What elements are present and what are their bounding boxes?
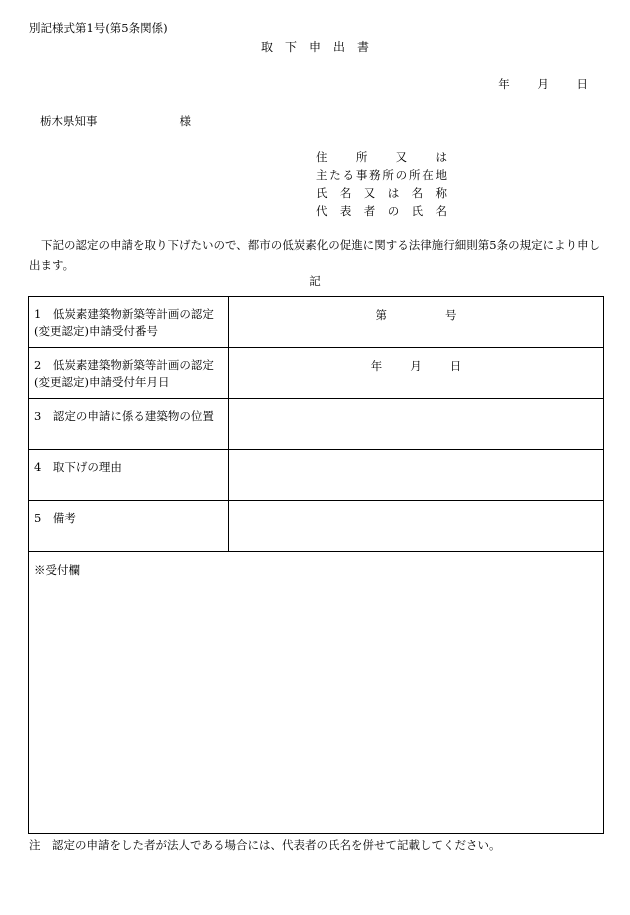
table-row-remarks <box>29 501 603 552</box>
receipt-date-field[interactable]: 年 月 日 <box>370 359 462 373</box>
row-label: 4 取下げの理由 <box>29 450 229 500</box>
table-row-withdrawal-reason <box>29 450 603 501</box>
row-label: 3 認定の申請に係る建築物の位置 <box>29 399 229 449</box>
table-row-building-location <box>29 399 603 450</box>
applicant-address-label: 住所又は <box>316 150 447 164</box>
table-row-receipt-date <box>29 348 603 399</box>
date-line <box>474 76 588 92</box>
body-text: 下記の認定の申請を取り下げたいので、都市の低炭素化の促進に関する法律施行細則第5条の規定により申し出ます。 <box>29 238 601 272</box>
table-row-receipt-number <box>29 297 603 348</box>
addressee-honorific: 様 <box>179 114 191 128</box>
reception-column-label: ※受付欄 <box>34 563 80 577</box>
applicant-name-label: 氏名又は名称 <box>316 186 447 200</box>
footnote: 注 認定の申請をした者が法人である場合には、代表者の氏名を併せて記載してください。 <box>29 838 501 852</box>
details-table <box>28 296 604 834</box>
date-year: 年 <box>498 77 510 91</box>
applicant-office-label: 主たる事務所の所在地 <box>316 168 447 182</box>
ki-heading: 記 <box>309 274 321 288</box>
row-label: 5 備考 <box>29 501 229 551</box>
receipt-number-field[interactable]: 第 号 <box>375 308 457 322</box>
date-day: 日 <box>576 77 588 91</box>
applicant-representative-label: 代表者の氏名 <box>316 204 447 218</box>
document-title: 取 下 申 出 書 <box>260 40 369 54</box>
addressee <box>40 113 191 129</box>
row-label: 1 低炭素建築物新築等計画の認定(変更認定)申請受付番号 <box>29 297 229 347</box>
row-label: 2 低炭素建築物新築等計画の認定(変更認定)申請受付年月日 <box>29 348 229 398</box>
addressee-name: 栃木県知事 <box>40 114 98 128</box>
form-number-label: 別記様式第1号(第5条関係) <box>29 21 168 35</box>
applicant-block <box>316 148 447 220</box>
date-month: 月 <box>537 77 549 91</box>
